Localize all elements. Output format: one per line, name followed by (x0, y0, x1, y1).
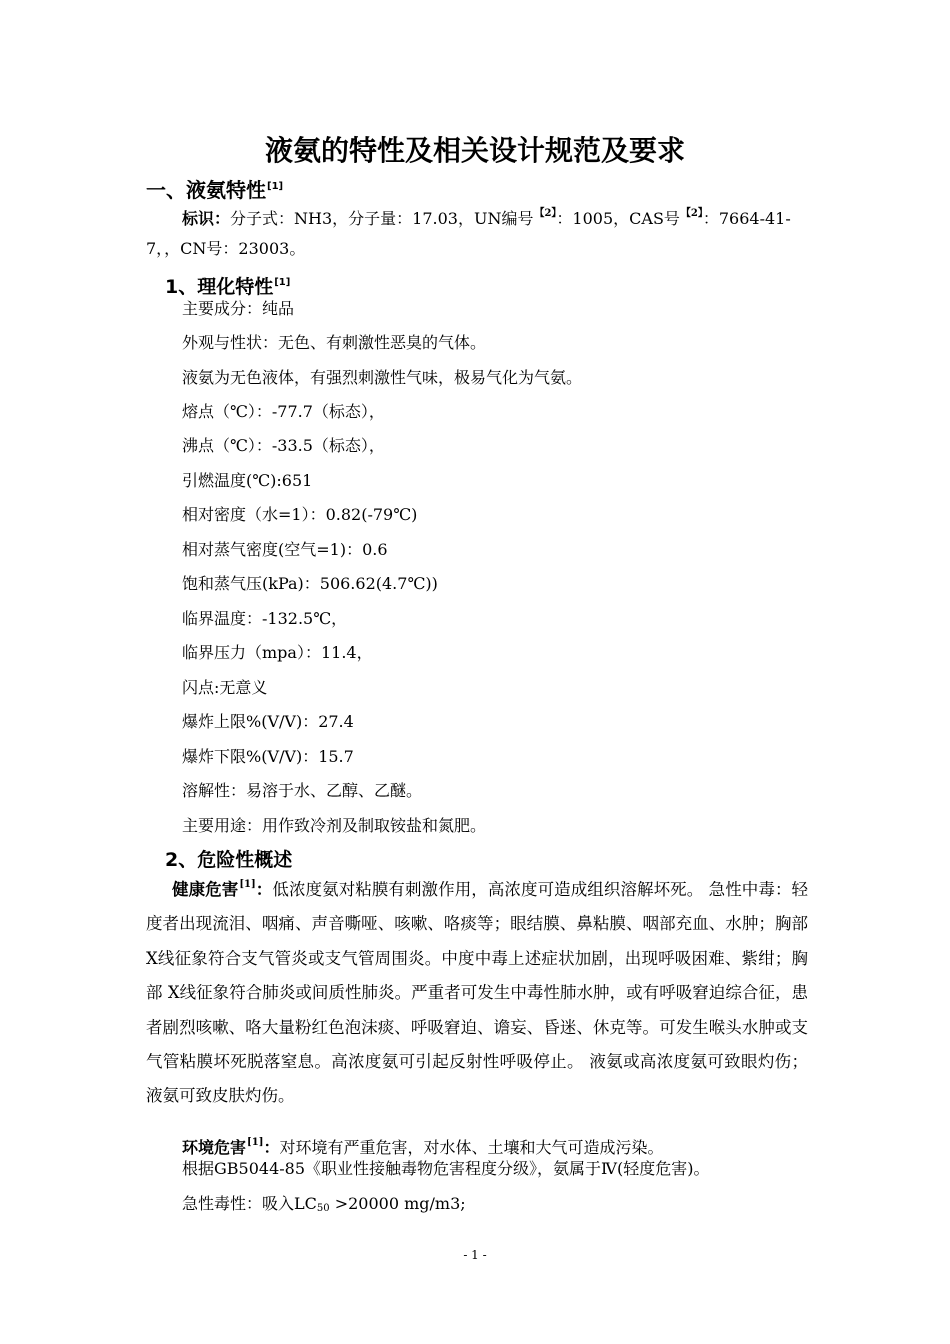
property-item: 闪点:无意义 (182, 678, 268, 697)
property-item: 液氨为无色液体，有强烈刺激性气味，极易气化为气氨。 (182, 368, 583, 387)
environment-hazard-line (182, 1132, 663, 1159)
label-colon: ： (263, 1138, 280, 1157)
health-hazard-paragraph (146, 868, 808, 1114)
section-heading-properties (146, 173, 283, 204)
property-item: 临界压力（mpa）：11.4， (182, 643, 373, 662)
identification-line (182, 203, 791, 230)
page-title: 液氨的特性及相关设计规范及要求 (264, 134, 685, 167)
identification-text: ：7664-41- (702, 209, 791, 228)
acute-toxicity-suffix: >20000 mg/m3; (329, 1194, 466, 1213)
reference-marker: [1] (239, 879, 256, 890)
page-number: - 1 - (463, 1248, 487, 1262)
reference-marker: [1] (247, 1137, 264, 1148)
identification-text: ：1005，CAS号 (556, 209, 680, 228)
reference-marker: [1] (274, 277, 291, 288)
subscript-50: 50 (316, 1203, 330, 1214)
section-heading-text: 2、危险性概述 (165, 849, 293, 871)
property-item: 主要用途：用作致冷剂及制取铵盐和氮肥。 (182, 816, 487, 835)
acute-toxicity-prefix: 急性毒性：吸入LC (182, 1194, 317, 1213)
property-item: 爆炸下限%(V/V)：15.7 (182, 747, 354, 766)
property-item: 外观与性状：无色、有刺激性恶臭的气体。 (182, 333, 487, 352)
property-item: 临界温度：-132.5℃， (182, 609, 348, 628)
property-item: 溶解性：易溶于水、乙醇、乙醚。 (182, 781, 423, 800)
health-hazard-text: 低浓度氨对粘膜有刺激作用，高浓度可造成组织溶解坏死。 急性中毒：轻度者出现流泪、咽痛、声音嘶哑、咳嗽、咯痰等；眼结膜、鼻粘膜、咽部充血、水肿；胸部 X线征象符合支气管炎或支气管周围炎。中度中毒上述症状加剧，出现呼吸困难、紫绀；胸部 X线征象符合肺炎或间质性肺炎。严重者可发生中毒性肺水肿，或有呼吸窘迫综合征，患者剧烈咳嗽、咯大量粉红色泡沫痰、呼吸窘迫、谵妄、昏迷、休克等。可发生喉头水肿或支气管粘膜坏死脱落窒息。高浓度氨可引起反射性呼吸停止。 液氨或高浓度氨可致眼灼伤；液氨可致皮肤灼伤。 (146, 880, 809, 1106)
identification-line-2: 7，，CN号：23003。 (146, 239, 306, 258)
health-hazard-label: 健康危害 (172, 880, 239, 899)
reference-marker: 【2】 (680, 208, 703, 219)
property-item: 相对蒸气密度(空气=1)：0.6 (182, 540, 388, 559)
property-item: 熔点（℃）：-77.7（标态）， (182, 402, 385, 421)
section-heading-physchem (165, 270, 290, 300)
section-heading-text: 一、液氨特性 (146, 178, 266, 202)
section-heading-text: 1、理化特性 (165, 276, 274, 298)
reference-marker: [1] (267, 181, 284, 192)
property-item: 主要成分：纯品 (182, 299, 295, 318)
identification-label: 标识： (182, 209, 231, 228)
property-item: 沸点（℃）：-33.5（标态）， (182, 436, 385, 455)
acute-toxicity-line (182, 1193, 466, 1220)
environment-hazard-label: 环境危害 (182, 1138, 247, 1157)
property-item: 相对密度（水=1）：0.82(-79℃) (182, 505, 418, 524)
identification-text: 分子式：NH3，分子量：17.03，UN编号 (230, 209, 534, 228)
label-colon: ： (255, 880, 273, 899)
property-item: 饱和蒸气压(kPa)：506.62(4.7℃)) (182, 574, 438, 593)
environment-hazard-text: 对环境有严重危害，对水体、土壤和大气可造成污染。 (279, 1138, 664, 1157)
property-item: 引燃温度(℃):651 (182, 471, 313, 490)
reference-marker: 【2】 (534, 208, 557, 219)
hazard-classification-line: 根据GB5044-85《职业性接触毒物危害程度分级》，氨属于Ⅳ(轻度危害)。 (182, 1159, 710, 1178)
property-item: 爆炸上限%(V/V)：27.4 (182, 712, 354, 731)
